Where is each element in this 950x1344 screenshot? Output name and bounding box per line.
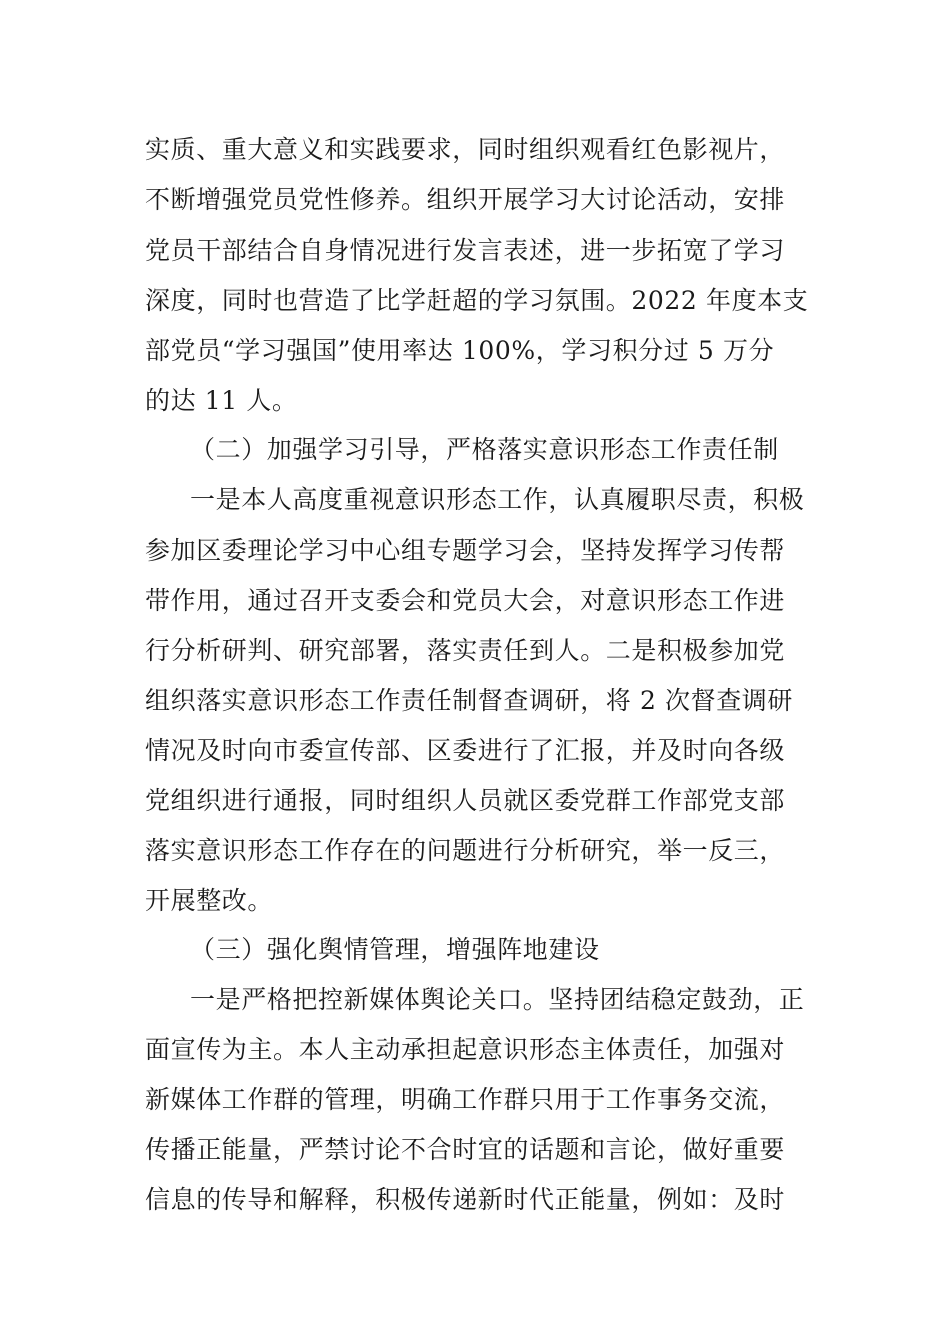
text-line: 开展整改。	[145, 886, 274, 915]
text-line: 实质、重大意义和实践要求，同时组织观看红色影视片，	[145, 135, 786, 164]
text-line: 党员干部结合自身情况进行发言表述，进一步拓宽了学习	[145, 236, 786, 265]
text-line: 带作用，通过召开支委会和党员大会，对意识形态工作进	[145, 586, 786, 615]
text-line: 新媒体工作群的管理，明确工作群只用于工作事务交流，	[145, 1085, 786, 1114]
text-line: 落实意识形态工作存在的问题进行分析研究，举一反三，	[145, 836, 786, 865]
text-line: 深度，同时也营造了比学赶超的学习氛围。2022 年度本支	[145, 286, 809, 315]
text-line: 不断增强党员党性修养。组织开展学习大讨论活动，安排	[145, 185, 786, 214]
text-line: 党组织进行通报，同时组织人员就区委党群工作部党支部	[145, 786, 786, 815]
text-line: 的达 11 人。	[145, 386, 298, 415]
text-line: 部党员“学习强国”使用率达 100%，学习积分过 5 万分	[145, 336, 775, 365]
text-line: 信息的传导和解释，积极传递新时代正能量，例如：及时	[145, 1185, 786, 1214]
text-line: 行分析研判、研究部署，落实责任到人。二是积极参加党	[145, 636, 786, 665]
text-line: 组织落实意识形态工作责任制督查调研，将 2 次督查调研	[145, 686, 794, 715]
paragraph-start-line: 一是本人高度重视意识形态工作，认真履职尽责，积极	[190, 485, 805, 514]
text-line: 情况及时向市委宣传部、区委进行了汇报，并及时向各级	[145, 736, 786, 765]
text-line: 参加区委理论学习中心组专题学习会，坚持发挥学习传帮	[145, 536, 786, 565]
paragraph-start-line: 一是严格把控新媒体舆论关口。坚持团结稳定鼓劲，正	[190, 985, 805, 1014]
text-line: 面宣传为主。本人主动承担起意识形态主体责任，加强对	[145, 1035, 786, 1064]
section-heading: （三）强化舆情管理，增强阵地建设	[190, 935, 600, 964]
text-line: 传播正能量，严禁讨论不合时宜的话题和言论，做好重要	[145, 1135, 786, 1164]
section-heading: （二）加强学习引导，严格落实意识形态工作责任制	[190, 435, 779, 464]
